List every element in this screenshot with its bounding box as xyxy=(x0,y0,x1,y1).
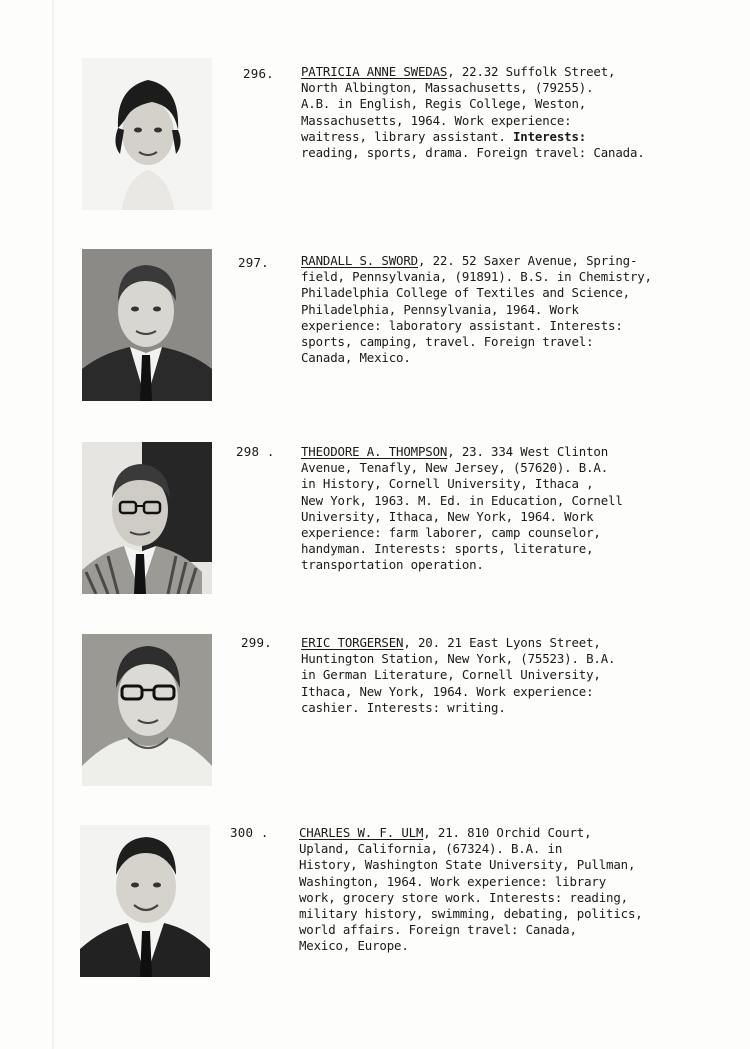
entry-line: , 21. 810 Orchid Court, xyxy=(423,825,592,840)
entry-line: experience: laboratory assistant. Interests: xyxy=(301,317,623,333)
entry-line: University, Ithaca, New York, 1964. Work xyxy=(301,508,594,524)
entry-text xyxy=(301,64,721,161)
entry-name: THEODORE A. THOMPSON xyxy=(301,444,448,459)
entry-text xyxy=(301,635,721,716)
entry-line: in History, Cornell University, Ithaca , xyxy=(301,476,594,492)
page-gutter xyxy=(52,0,54,1049)
entry-line: A.B. in English, Regis College, Weston, xyxy=(301,96,587,112)
entry-line: cashier. Interests: writing. xyxy=(301,699,506,715)
entry-text xyxy=(301,444,721,574)
entry-line: Ithaca, New York, 1964. Work experience: xyxy=(301,683,594,699)
entry-line: reading, sports, drama. Foreign travel: Canada. xyxy=(301,144,645,160)
portrait-photo-299 xyxy=(82,634,212,786)
portrait-photo-296 xyxy=(82,58,212,210)
entry-line: History, Washington State University, Pullman, xyxy=(299,857,636,873)
entry-number: 299. xyxy=(241,635,272,650)
entry-line: sports, camping, travel. Foreign travel: xyxy=(301,333,594,349)
entry-line: , 23. 334 West Clinton xyxy=(447,444,609,459)
man-portrait-icon xyxy=(80,825,210,977)
entry-text xyxy=(301,253,721,366)
entry-number: 296. xyxy=(243,66,274,81)
entry-line: New York, 1963. M. Ed. in Education, Cornell xyxy=(301,492,623,508)
man-portrait-icon xyxy=(82,249,212,401)
entry-name: ERIC TORGERSEN xyxy=(301,635,404,650)
entry-line: work, grocery store work. Interests: reading, xyxy=(299,889,628,905)
entry-text xyxy=(299,825,719,955)
entry-line: Canada, Mexico. xyxy=(301,350,411,366)
portrait-photo-300 xyxy=(80,825,210,977)
interests-label: Interests: xyxy=(512,128,587,144)
entry-name: PATRICIA ANNE SWEDAS xyxy=(301,64,448,79)
entry-number: 297. xyxy=(238,255,269,270)
entry-name: RANDALL S. SWORD xyxy=(301,253,418,268)
entry-line: , 22.32 Suffolk Street, xyxy=(447,64,616,79)
entry-line: , 20. 21 East Lyons Street, xyxy=(403,635,601,650)
woman-portrait-icon xyxy=(82,58,212,210)
entry-line: military history, swimming, debating, politics, xyxy=(299,905,643,921)
entry-line: handyman. Interests: sports, literature, xyxy=(301,541,594,557)
entry-line: Philadelphia College of Textiles and Science, xyxy=(301,285,630,301)
entry-line: Huntington Station, New York, (75523). B.A. xyxy=(301,651,616,667)
entry-line: Upland, California, (67324). B.A. in xyxy=(299,841,563,857)
man-portrait-glasses-icon xyxy=(82,442,212,594)
entry-line: transportation operation. xyxy=(301,557,484,573)
entry-line: , 22. 52 Saxer Avenue, Spring- xyxy=(417,253,638,268)
man-portrait-glasses-icon xyxy=(82,634,212,786)
portrait-photo-298 xyxy=(82,442,212,594)
entry-line: Philadelphia, Pennsylvania, 1964. Work xyxy=(301,301,579,317)
entry-number: 300 . xyxy=(230,825,269,840)
entry-line: experience: farm laborer, camp counselor, xyxy=(301,524,601,540)
entry-line: Avenue, Tenafly, New Jersey, (57620). B.A. xyxy=(301,460,609,476)
entry-name: CHARLES W. F. ULM xyxy=(299,825,424,840)
entry-line: Massachusetts, 1964. Work experience: xyxy=(301,112,572,128)
entry-line: field, Pennsylvania, (91891). B.S. in Chemistry, xyxy=(301,269,652,285)
entry-line: North Albington, Massachusetts, (79255). xyxy=(301,80,594,96)
entry-number: 298 . xyxy=(236,444,275,459)
entry-line: world affairs. Foreign travel: Canada, xyxy=(299,922,577,938)
entry-line: Washington, 1964. Work experience: library xyxy=(299,873,607,889)
entry-line: in German Literature, Cornell University, xyxy=(301,667,601,683)
portrait-photo-297 xyxy=(82,249,212,401)
entry-line: Mexico, Europe. xyxy=(299,938,409,954)
entry-line: waitress, library assistant. xyxy=(301,128,513,144)
